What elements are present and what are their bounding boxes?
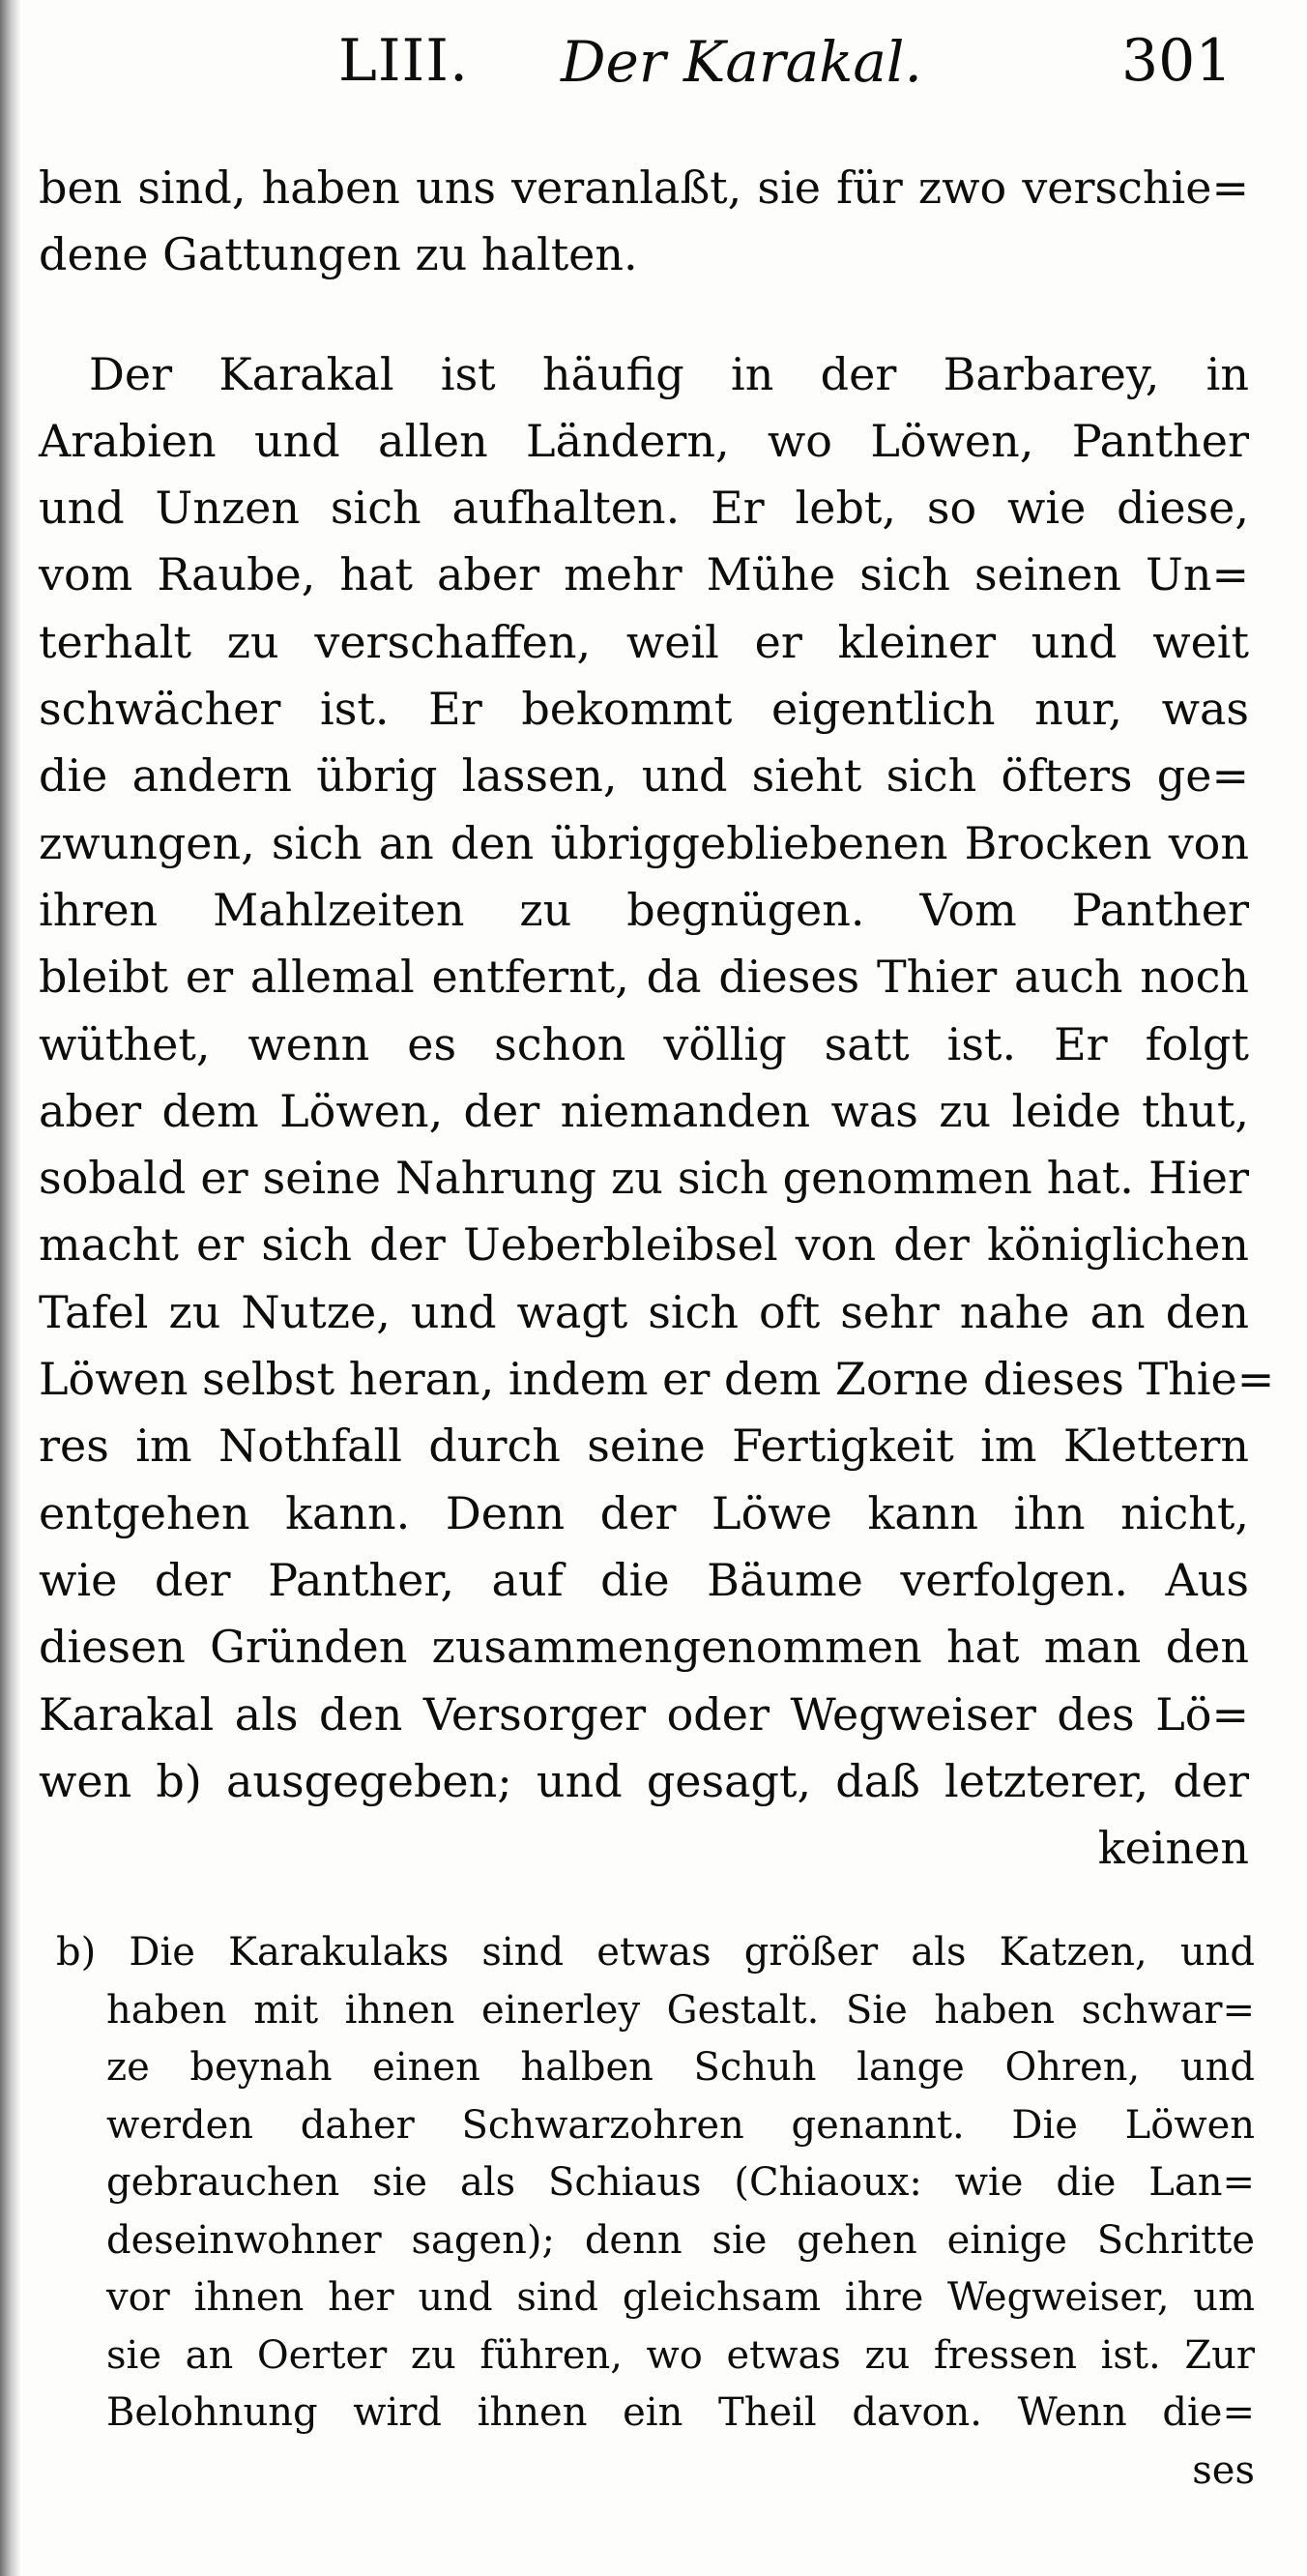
text-line: Der Karakal ist häufig in der Barbarey, in [89,347,1249,400]
page-header [338,19,1237,106]
text-line: ihren Mahlzeiten zu begnügen. Vom Panther [39,883,1249,936]
footnote-line: deseinwohner sagen); denn sie gehen einige Schritte [106,2217,1255,2263]
text-line: Löwen selbst heran, indem er dem Zorne dieses Thie= [39,1353,1275,1406]
footnote-line: sie an Oerter zu führen, wo etwas zu fressen ist. Zur [106,2332,1255,2378]
footnote-line: ze beynah einen halben Schuh lange Ohren, und [106,2045,1255,2090]
text-line: schwächer ist. Er bekommt eigentlich nur, was [39,683,1249,736]
text-line: terhalt zu verschaffen, weil er kleiner und weit [39,615,1249,668]
text-line: ben sind, haben uns veranlaßt, sie für zwo verschie= [39,161,1249,214]
chapter-number: LIII. [338,27,470,95]
text-line: entgehen kann. Denn der Löwe kann ihn nicht, [39,1486,1249,1539]
text-line: Tafel zu Nutze, und wagt sich oft sehr nahe an den [39,1285,1249,1338]
text-line: Karakal als den Versorger oder Wegweiser des Lö= [39,1687,1249,1741]
binding-gutter-shadow [0,0,21,2576]
text-line: zwungen, sich an den übriggebliebenen Brocken von [39,816,1249,869]
text-line: wüthet, wenn es schon völlig satt ist. Er folgt [39,1017,1249,1070]
text-line: bleibt er allemal entfernt, da dieses Thier auch noch [39,951,1249,1004]
catchword: keinen [1097,1822,1249,1875]
text-line: res im Nothfall durch seine Fertigkeit im Klettern [39,1420,1249,1473]
text-line: macht er sich der Ueberbleibsel von der königlichen [39,1218,1249,1272]
footnote-catchword: ses [1192,2447,1255,2493]
footnote-line: vor ihnen her und sind gleichsam ihre Wegweiser, um [106,2275,1255,2320]
footnote-line: haben mit ihnen einerley Gestalt. Sie haben schwar= [106,1987,1255,2033]
running-title: Der Karakal. [561,29,922,95]
text-line: vom Raube, hat aber mehr Mühe sich seinen Un= [39,548,1249,601]
text-line: Arabien und allen Ländern, wo Löwen, Panther [39,414,1249,467]
text-line: diesen Gründen zusammengenommen hat man den [39,1621,1249,1674]
text-line: wie der Panther, auf die Bäume verfolgen. Aus [39,1553,1249,1606]
footnote-line: werden daher Schwarzohren genannt. Die Löwen [106,2102,1255,2148]
text-line: wen b) ausgegeben; und gesagt, daß letzterer, der [39,1754,1249,1807]
footnote-line: b) Die Karakulaks sind etwas größer als Katzen, und [56,1930,1255,1975]
footnote [56,1924,1255,2500]
text-line: die andern übrig lassen, und sieht sich öfters ge= [39,749,1249,803]
text-line: sobald er seine Nahrung zu sich genommen hat. Hier [39,1152,1249,1205]
paragraph-gap [39,289,1249,341]
text-line: dene Gattungen zu halten. [39,228,638,281]
text-line: aber dem Löwen, der niemanden was zu leide thut, [39,1084,1249,1137]
main-text [39,155,1275,1882]
footnote-line: gebrauchen sie als Schiaus (Chiaoux: wie die Lan= [106,2160,1255,2205]
footnote-line: Belohnung wird ihnen ein Theil davon. Wenn die= [106,2390,1255,2435]
page-number: 301 [1121,27,1233,95]
text-line: und Unzen sich aufhalten. Er lebt, so wie diese, [39,482,1249,535]
